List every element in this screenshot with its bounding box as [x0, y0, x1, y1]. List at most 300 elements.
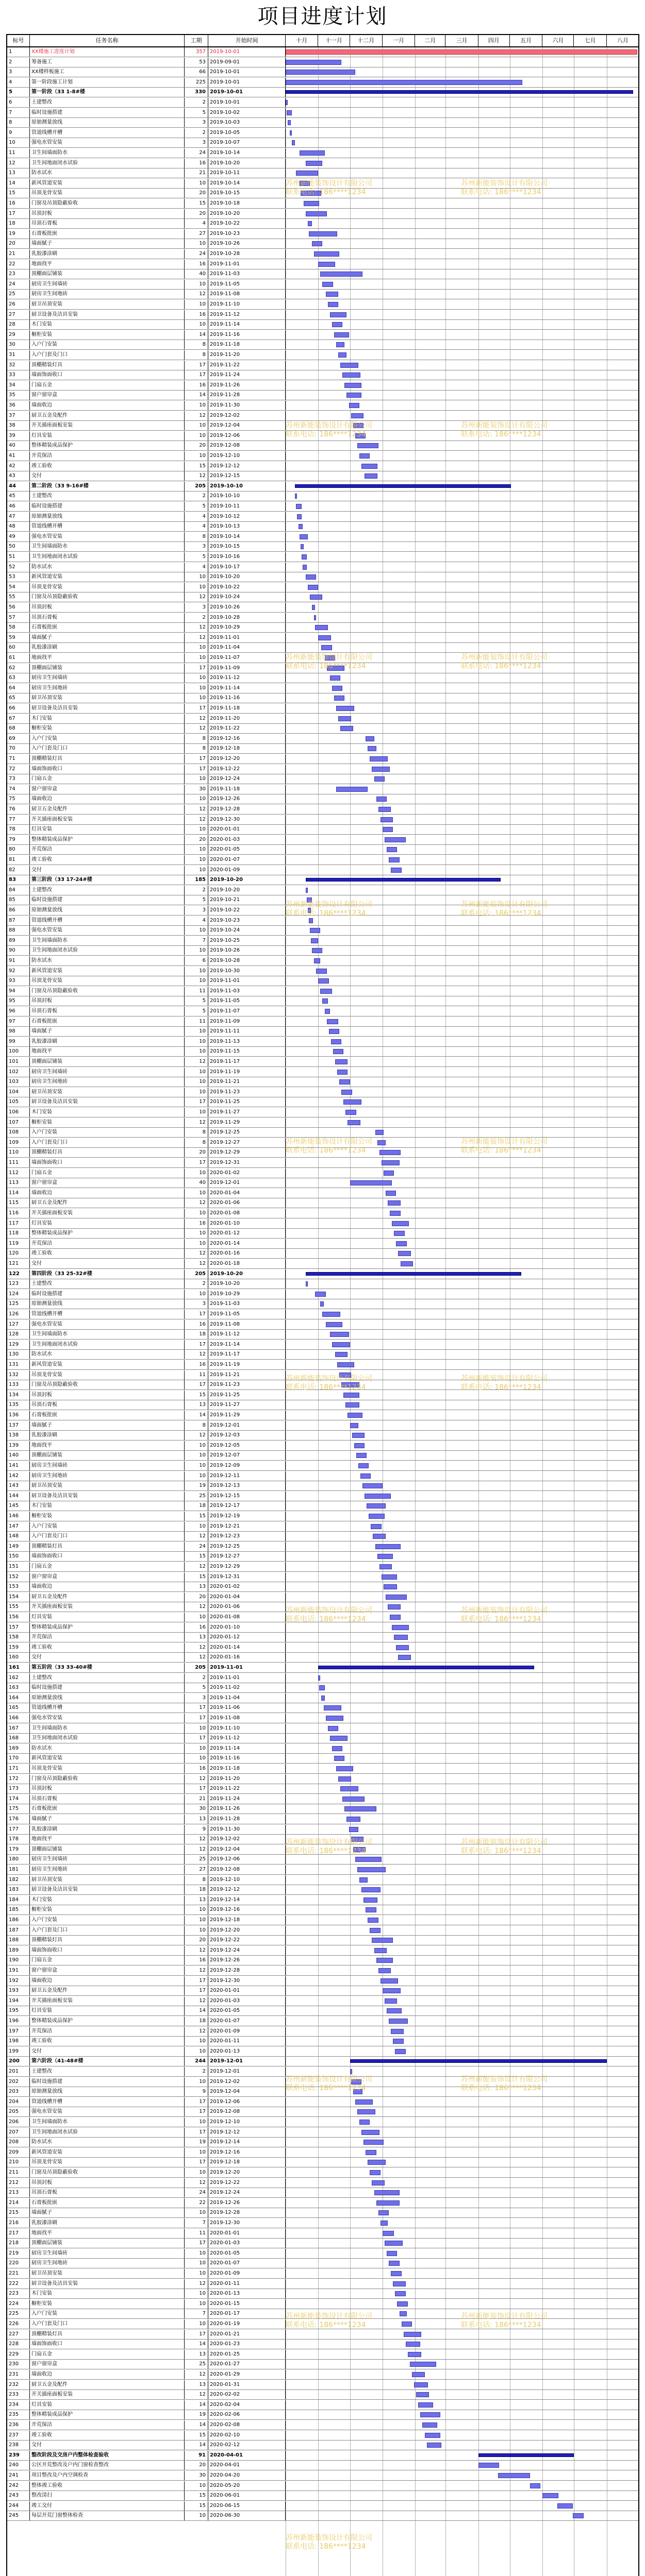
task-row[interactable]: [7, 2148, 638, 2158]
task-row[interactable]: [7, 2057, 638, 2066]
task-bar[interactable]: [325, 655, 335, 660]
task-bar[interactable]: [383, 827, 393, 832]
task-row[interactable]: [7, 2188, 638, 2198]
task-row[interactable]: [7, 886, 638, 895]
task-row[interactable]: [7, 1219, 638, 1229]
task-row[interactable]: [7, 1855, 638, 1865]
task-row[interactable]: [7, 2461, 638, 2470]
task-row[interactable]: [7, 1946, 638, 1956]
task-row[interactable]: [7, 2178, 638, 2188]
task-bar[interactable]: [311, 938, 318, 943]
task-bar[interactable]: [306, 574, 316, 580]
task-bar[interactable]: [390, 1211, 400, 1216]
task-bar[interactable]: [398, 1655, 411, 1660]
task-bar[interactable]: [363, 1897, 377, 1903]
task-bar[interactable]: [292, 140, 295, 145]
task-row[interactable]: [7, 330, 638, 340]
task-row[interactable]: [7, 1562, 638, 1572]
task-bar[interactable]: [367, 1503, 386, 1509]
task-row[interactable]: [7, 381, 638, 391]
task-bar[interactable]: [352, 1433, 365, 1438]
task-row[interactable]: [7, 1734, 638, 1743]
task-row[interactable]: [7, 987, 638, 996]
task-row[interactable]: [7, 2340, 638, 2349]
task-row[interactable]: [7, 1198, 638, 1208]
task-bar[interactable]: [337, 1070, 348, 1075]
task-row[interactable]: [7, 148, 638, 158]
task-row[interactable]: [7, 2269, 638, 2279]
task-row[interactable]: [7, 754, 638, 764]
task-row[interactable]: [7, 2259, 638, 2268]
task-row[interactable]: [7, 1835, 638, 1844]
task-row[interactable]: [7, 613, 638, 623]
task-bar[interactable]: [557, 2503, 573, 2509]
task-row[interactable]: [7, 1017, 638, 1027]
task-row[interactable]: [7, 2006, 638, 2016]
task-row[interactable]: [7, 1178, 638, 1188]
task-bar[interactable]: [381, 2221, 388, 2226]
task-row[interactable]: [7, 1360, 638, 1370]
task-bar[interactable]: [427, 2443, 442, 2448]
task-row[interactable]: [7, 502, 638, 512]
task-row[interactable]: [7, 1067, 638, 1077]
task-row[interactable]: [7, 724, 638, 734]
task-bar[interactable]: [395, 2291, 405, 2296]
task-bar[interactable]: [316, 969, 326, 974]
task-bar[interactable]: [355, 2099, 373, 2105]
task-bar[interactable]: [383, 2231, 394, 2236]
task-bar[interactable]: [478, 2463, 500, 2468]
task-row[interactable]: [7, 128, 638, 138]
task-row[interactable]: [7, 189, 638, 198]
task-bar[interactable]: [394, 1635, 408, 1640]
task-bar[interactable]: [288, 120, 291, 125]
task-bar[interactable]: [374, 1948, 387, 1953]
task-bar[interactable]: [303, 565, 307, 570]
task-row[interactable]: [7, 58, 638, 67]
task-row[interactable]: [7, 583, 638, 592]
task-row[interactable]: [7, 118, 638, 128]
task-row[interactable]: [7, 1299, 638, 1309]
task-row[interactable]: [7, 512, 638, 522]
task-bar[interactable]: [312, 241, 322, 246]
task-bar[interactable]: [353, 2089, 362, 2094]
task-row[interactable]: [7, 552, 638, 562]
task-row[interactable]: [7, 2077, 638, 2087]
task-row[interactable]: [7, 1623, 638, 1633]
task-row[interactable]: [7, 2128, 638, 2138]
task-row[interactable]: [7, 2390, 638, 2400]
task-row[interactable]: [7, 1895, 638, 1905]
task-bar[interactable]: [332, 686, 342, 691]
task-row[interactable]: [7, 1653, 638, 1663]
task-row[interactable]: [7, 1885, 638, 1895]
task-bar[interactable]: [344, 1806, 376, 1811]
task-row[interactable]: [7, 1916, 638, 1925]
task-row[interactable]: [7, 1825, 638, 1835]
summary-bar[interactable]: [306, 878, 501, 882]
task-bar[interactable]: [332, 1746, 342, 1751]
task-bar[interactable]: [321, 1696, 324, 1701]
task-bar[interactable]: [355, 433, 366, 438]
task-bar[interactable]: [389, 857, 399, 862]
task-bar[interactable]: [350, 1423, 358, 1428]
task-row[interactable]: [7, 1936, 638, 1945]
task-bar[interactable]: [379, 1564, 392, 1569]
task-bar[interactable]: [374, 2190, 400, 2195]
task-bar[interactable]: [412, 2372, 425, 2377]
task-row[interactable]: [7, 391, 638, 400]
task-bar[interactable]: [343, 1393, 359, 1398]
task-bar[interactable]: [300, 534, 308, 539]
task-bar[interactable]: [320, 272, 362, 277]
task-bar[interactable]: [301, 191, 322, 196]
task-row[interactable]: [7, 159, 638, 168]
task-row[interactable]: [7, 2330, 638, 2340]
task-bar[interactable]: [385, 2241, 403, 2246]
task-row[interactable]: [7, 2420, 638, 2430]
task-row[interactable]: [7, 967, 638, 976]
task-bar[interactable]: [365, 1494, 391, 1499]
task-bar[interactable]: [573, 2513, 583, 2518]
task-bar[interactable]: [368, 1918, 378, 1923]
task-bar[interactable]: [355, 1857, 382, 1862]
task-row[interactable]: [7, 1431, 638, 1440]
task-bar[interactable]: [354, 1443, 365, 1448]
task-bar[interactable]: [392, 1221, 409, 1226]
task-bar[interactable]: [379, 1150, 401, 1155]
task-bar[interactable]: [357, 2109, 375, 2114]
task-row[interactable]: [7, 2138, 638, 2147]
task-bar[interactable]: [390, 1615, 400, 1620]
task-row[interactable]: [7, 744, 638, 754]
task-bar[interactable]: [295, 494, 297, 499]
task-bar[interactable]: [327, 1019, 338, 1024]
task-bar[interactable]: [416, 2392, 429, 2397]
task-bar[interactable]: [314, 615, 316, 620]
task-row[interactable]: [7, 2067, 638, 2077]
task-bar[interactable]: [394, 1231, 404, 1236]
task-row[interactable]: [7, 1552, 638, 1562]
task-row[interactable]: [7, 825, 638, 835]
task-row[interactable]: [7, 209, 638, 219]
task-bar[interactable]: [340, 1786, 358, 1791]
task-row[interactable]: [7, 249, 638, 259]
task-bar[interactable]: [314, 251, 339, 257]
task-bar[interactable]: [377, 1554, 393, 1559]
task-bar[interactable]: [334, 332, 349, 337]
task-bar[interactable]: [343, 1099, 361, 1105]
task-row[interactable]: [7, 370, 638, 380]
task-bar[interactable]: [359, 2120, 370, 2125]
task-bar[interactable]: [319, 1685, 324, 1690]
task-bar[interactable]: [290, 130, 292, 135]
task-bar[interactable]: [299, 524, 303, 529]
task-row[interactable]: [7, 1097, 638, 1107]
task-row[interactable]: [7, 2208, 638, 2218]
task-row[interactable]: [7, 2410, 638, 2420]
task-bar[interactable]: [408, 2352, 422, 2357]
task-row[interactable]: [7, 1138, 638, 1148]
task-row[interactable]: [7, 1794, 638, 1804]
task-row[interactable]: [7, 1158, 638, 1168]
task-row[interactable]: [7, 492, 638, 501]
task-row[interactable]: [7, 462, 638, 471]
task-bar[interactable]: [498, 2473, 530, 2478]
task-bar[interactable]: [335, 1352, 348, 1357]
task-bar[interactable]: [346, 1817, 360, 1822]
task-bar[interactable]: [393, 2281, 406, 2286]
task-row[interactable]: [7, 2350, 638, 2360]
task-bar[interactable]: [391, 2271, 401, 2276]
task-bar[interactable]: [376, 796, 387, 802]
task-bar[interactable]: [387, 847, 397, 852]
task-row[interactable]: [7, 1512, 638, 1521]
task-bar[interactable]: [353, 1847, 366, 1852]
task-bar[interactable]: [381, 1978, 399, 1984]
task-row[interactable]: [7, 1592, 638, 1602]
task-bar[interactable]: [307, 897, 312, 903]
task-bar[interactable]: [397, 2301, 407, 2307]
task-bar[interactable]: [308, 908, 311, 913]
task-bar[interactable]: [383, 1988, 401, 1993]
task-bar[interactable]: [400, 2311, 407, 2316]
task-row[interactable]: [7, 2047, 638, 2057]
task-bar[interactable]: [340, 726, 353, 731]
task-row[interactable]: [7, 1481, 638, 1491]
task-row[interactable]: [7, 340, 638, 350]
task-row[interactable]: [7, 1400, 638, 1410]
task-row[interactable]: [7, 1815, 638, 1824]
task-row[interactable]: [7, 1391, 638, 1400]
task-row[interactable]: [7, 1724, 638, 1734]
task-bar[interactable]: [327, 666, 345, 671]
task-row[interactable]: [7, 845, 638, 855]
task-row[interactable]: [7, 1421, 638, 1431]
task-row[interactable]: [7, 431, 638, 441]
task-bar[interactable]: [301, 544, 304, 549]
task-bar[interactable]: [345, 1110, 356, 1115]
task-row[interactable]: [7, 1471, 638, 1481]
task-bar[interactable]: [306, 211, 327, 216]
task-row[interactable]: [7, 2249, 638, 2259]
task-bar[interactable]: [382, 1574, 398, 1580]
task-bar[interactable]: [386, 1595, 407, 1600]
task-bar[interactable]: [398, 1251, 411, 1256]
task-bar[interactable]: [334, 696, 344, 701]
task-bar[interactable]: [422, 2422, 437, 2428]
task-bar[interactable]: [378, 2210, 389, 2215]
task-row[interactable]: [7, 532, 638, 542]
task-bar[interactable]: [361, 464, 377, 469]
task-row[interactable]: [7, 996, 638, 1006]
task-bar[interactable]: [350, 2069, 352, 2074]
task-row[interactable]: [7, 78, 638, 88]
task-row[interactable]: [7, 855, 638, 865]
task-row[interactable]: [7, 603, 638, 613]
task-bar[interactable]: [297, 514, 301, 519]
task-bar[interactable]: [309, 918, 313, 923]
task-bar[interactable]: [326, 1322, 343, 1327]
task-bar[interactable]: [369, 1514, 385, 1519]
task-bar[interactable]: [363, 2140, 384, 2145]
task-row[interactable]: [7, 1865, 638, 1875]
task-row[interactable]: [7, 1986, 638, 1996]
task-row[interactable]: [7, 1118, 638, 1128]
task-bar[interactable]: [361, 2130, 379, 2135]
task-bar[interactable]: [365, 473, 377, 479]
task-row[interactable]: [7, 1714, 638, 1723]
task-bar[interactable]: [329, 1029, 339, 1034]
task-row[interactable]: [7, 1905, 638, 1915]
task-bar[interactable]: [530, 2483, 540, 2488]
task-bar[interactable]: [286, 70, 355, 75]
task-bar[interactable]: [339, 1372, 351, 1378]
task-row[interactable]: [7, 1633, 638, 1642]
task-bar[interactable]: [308, 221, 312, 226]
task-bar[interactable]: [391, 2029, 404, 2034]
task-bar[interactable]: [359, 1877, 368, 1883]
task-bar[interactable]: [338, 1776, 351, 1782]
task-bar[interactable]: [372, 767, 390, 772]
task-row[interactable]: [7, 592, 638, 602]
task-row[interactable]: [7, 815, 638, 825]
task-bar[interactable]: [370, 2170, 380, 2175]
task-row[interactable]: [7, 1259, 638, 1269]
task-bar[interactable]: [306, 888, 308, 893]
summary-bar[interactable]: [306, 1272, 522, 1276]
task-bar[interactable]: [324, 1705, 342, 1710]
task-row[interactable]: [7, 946, 638, 956]
task-row[interactable]: [7, 1754, 638, 1764]
task-row[interactable]: [7, 1673, 638, 1683]
task-bar[interactable]: [333, 1049, 343, 1054]
task-row[interactable]: [7, 1340, 638, 1350]
task-row[interactable]: [7, 916, 638, 926]
task-bar[interactable]: [310, 928, 320, 933]
task-bar[interactable]: [384, 1171, 394, 1176]
task-bar[interactable]: [353, 423, 363, 428]
task-row[interactable]: [7, 1310, 638, 1319]
task-bar[interactable]: [336, 787, 368, 792]
task-row[interactable]: [7, 2016, 638, 2026]
task-row[interactable]: [7, 482, 638, 492]
task-row[interactable]: [7, 1784, 638, 1794]
task-row[interactable]: [7, 2451, 638, 2461]
task-bar[interactable]: [358, 1463, 369, 1468]
task-row[interactable]: [7, 2501, 638, 2511]
task-bar[interactable]: [387, 2251, 397, 2256]
task-bar[interactable]: [376, 1958, 393, 1963]
task-row[interactable]: [7, 1976, 638, 1986]
task-row[interactable]: [7, 441, 638, 451]
task-row[interactable]: [7, 693, 638, 703]
task-bar[interactable]: [366, 2150, 376, 2155]
task-bar[interactable]: [336, 1766, 353, 1771]
task-row[interactable]: [7, 2431, 638, 2441]
task-bar[interactable]: [330, 1736, 348, 1741]
task-row[interactable]: [7, 1027, 638, 1037]
task-row[interactable]: [7, 361, 638, 370]
task-row[interactable]: [7, 1088, 638, 1097]
task-bar[interactable]: [366, 736, 374, 741]
task-bar[interactable]: [300, 181, 310, 186]
task-bar[interactable]: [366, 1907, 376, 1912]
task-bar[interactable]: [385, 1998, 398, 2004]
task-bar[interactable]: [326, 1716, 344, 1721]
task-row[interactable]: [7, 673, 638, 683]
task-row[interactable]: [7, 108, 638, 118]
task-bar[interactable]: [391, 868, 401, 873]
task-bar[interactable]: [326, 292, 339, 297]
task-bar[interactable]: [389, 2261, 399, 2266]
task-bar[interactable]: [337, 1362, 354, 1367]
task-bar[interactable]: [308, 585, 318, 590]
task-row[interactable]: [7, 2289, 638, 2299]
critical-bar[interactable]: [286, 49, 637, 55]
task-bar[interactable]: [385, 837, 406, 842]
task-bar[interactable]: [304, 201, 320, 206]
task-bar[interactable]: [402, 2321, 412, 2327]
task-row[interactable]: [7, 2218, 638, 2228]
task-row[interactable]: [7, 1683, 638, 1693]
task-bar[interactable]: [332, 322, 342, 327]
task-bar[interactable]: [384, 1584, 398, 1589]
task-bar[interactable]: [368, 2160, 386, 2165]
task-bar[interactable]: [370, 1928, 380, 1933]
task-row[interactable]: [7, 2441, 638, 2450]
task-row[interactable]: [7, 1148, 638, 1158]
task-bar[interactable]: [341, 1382, 359, 1387]
task-bar[interactable]: [359, 453, 370, 459]
task-row[interactable]: [7, 794, 638, 804]
task-bar[interactable]: [350, 1180, 392, 1185]
task-row[interactable]: [7, 411, 638, 421]
task-bar[interactable]: [318, 1675, 320, 1681]
task-row[interactable]: [7, 1522, 638, 1532]
task-row[interactable]: [7, 1229, 638, 1239]
task-row[interactable]: [7, 88, 638, 97]
task-row[interactable]: [7, 1643, 638, 1653]
task-bar[interactable]: [322, 998, 327, 1004]
task-row[interactable]: [7, 1804, 638, 1814]
task-bar[interactable]: [309, 231, 337, 236]
task-row[interactable]: [7, 2117, 638, 2127]
task-row[interactable]: [7, 199, 638, 209]
task-row[interactable]: [7, 1320, 638, 1330]
task-bar[interactable]: [370, 756, 388, 761]
task-row[interactable]: [7, 1703, 638, 1713]
summary-bar[interactable]: [350, 2059, 607, 2063]
task-row[interactable]: [7, 2319, 638, 2329]
task-row[interactable]: [7, 269, 638, 279]
task-bar[interactable]: [410, 2362, 436, 2367]
task-row[interactable]: [7, 350, 638, 360]
task-row[interactable]: [7, 623, 638, 633]
task-row[interactable]: [7, 976, 638, 986]
task-row[interactable]: [7, 1330, 638, 1340]
task-row[interactable]: [7, 2370, 638, 2380]
task-row[interactable]: [7, 421, 638, 431]
task-row[interactable]: [7, 300, 638, 310]
task-bar[interactable]: [306, 161, 323, 166]
task-bar[interactable]: [382, 1160, 400, 1165]
task-bar[interactable]: [360, 1473, 371, 1479]
task-row[interactable]: [7, 1128, 638, 1138]
task-bar[interactable]: [341, 1090, 352, 1095]
task-bar[interactable]: [351, 2079, 361, 2084]
task-row[interactable]: [7, 734, 638, 744]
